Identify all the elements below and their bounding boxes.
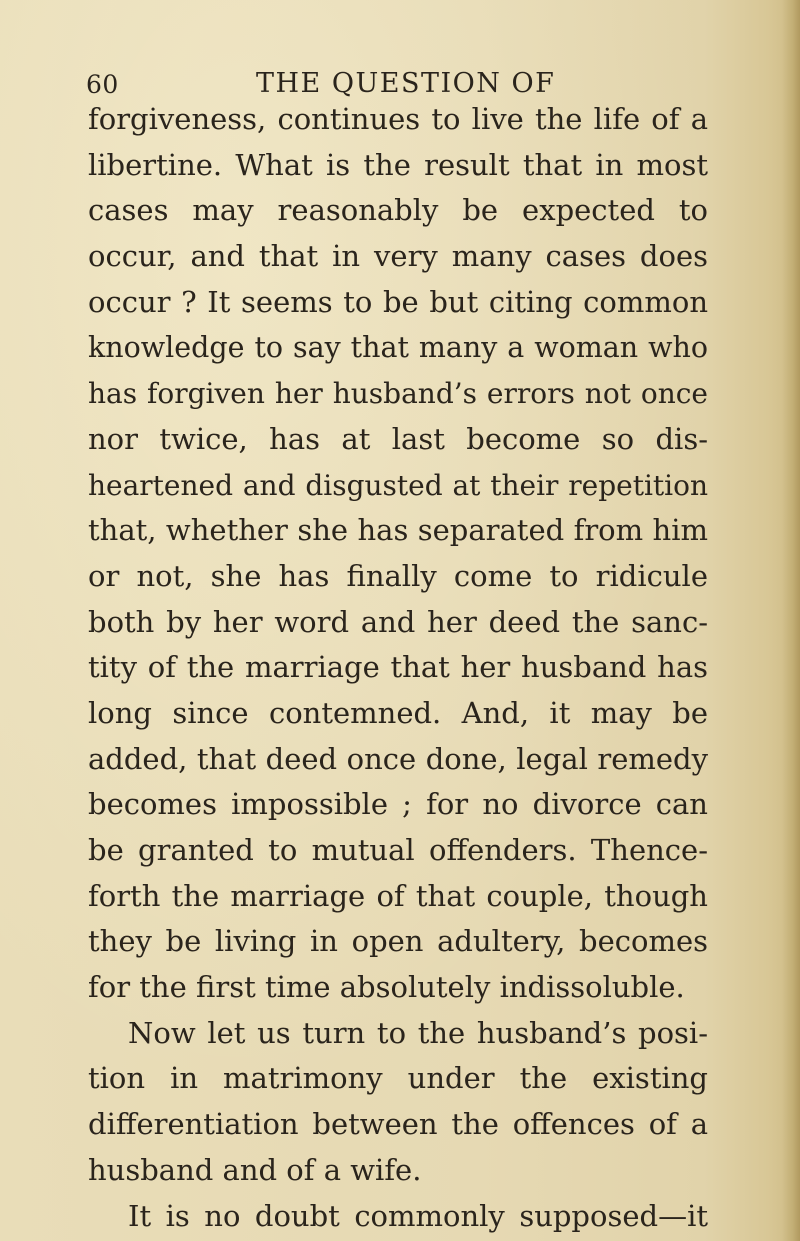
text-line: they be living in open adultery, becomes [88, 924, 708, 959]
text-line: has forgiven her husband’s errors not once [88, 377, 708, 411]
text-line: It is no doubt commonly supposed—it [128, 1198, 708, 1233]
text-line: heartened and disgusted at their repetition [88, 468, 708, 502]
text-line: that, whether she has separated from him [88, 513, 708, 548]
text-line: added, that deed once done, legal remedy [88, 741, 708, 776]
text-line: knowledge to say that many a woman who [88, 331, 708, 365]
text-line: forth the marriage of that couple, though [88, 878, 708, 913]
body-text [88, 97, 708, 1239]
text-line: cases may reasonably be expected to [88, 193, 708, 228]
text-line: long since contemned. And, it may be [88, 695, 708, 730]
text-line: Now let us turn to the husband’s posi- [128, 1015, 708, 1050]
text-line: or not, she has finally come to ridicule [88, 558, 708, 593]
text-line: forgiveness, continues to live the life of a [88, 102, 708, 136]
text-line: nor twice, has at last become so dis- [88, 421, 708, 456]
text-line: libertine. What is the result that in most [88, 147, 708, 182]
text-line: husband and of a wife. [88, 1152, 422, 1187]
text-line: tion in matrimony under the existing [88, 1061, 708, 1096]
running-head: THE QUESTION OF [256, 68, 556, 99]
page-edge-shadow [782, 0, 800, 1241]
page-number: 60 [86, 70, 119, 99]
text-line: be granted to mutual offenders. Thence- [88, 833, 708, 867]
text-line: becomes impossible ; for no divorce can [88, 787, 708, 822]
text-line: occur ? It seems to be but citing common [88, 284, 708, 319]
text-line: differentiation between the offences of a [88, 1107, 708, 1142]
text-line: tity of the marriage that her husband has [88, 650, 708, 685]
text-line: both by her word and her deed the sanc- [88, 604, 708, 639]
text-line: for the first time absolutely indissoluble. [88, 970, 685, 1005]
text-line: occur, and that in very many cases does [88, 239, 708, 274]
